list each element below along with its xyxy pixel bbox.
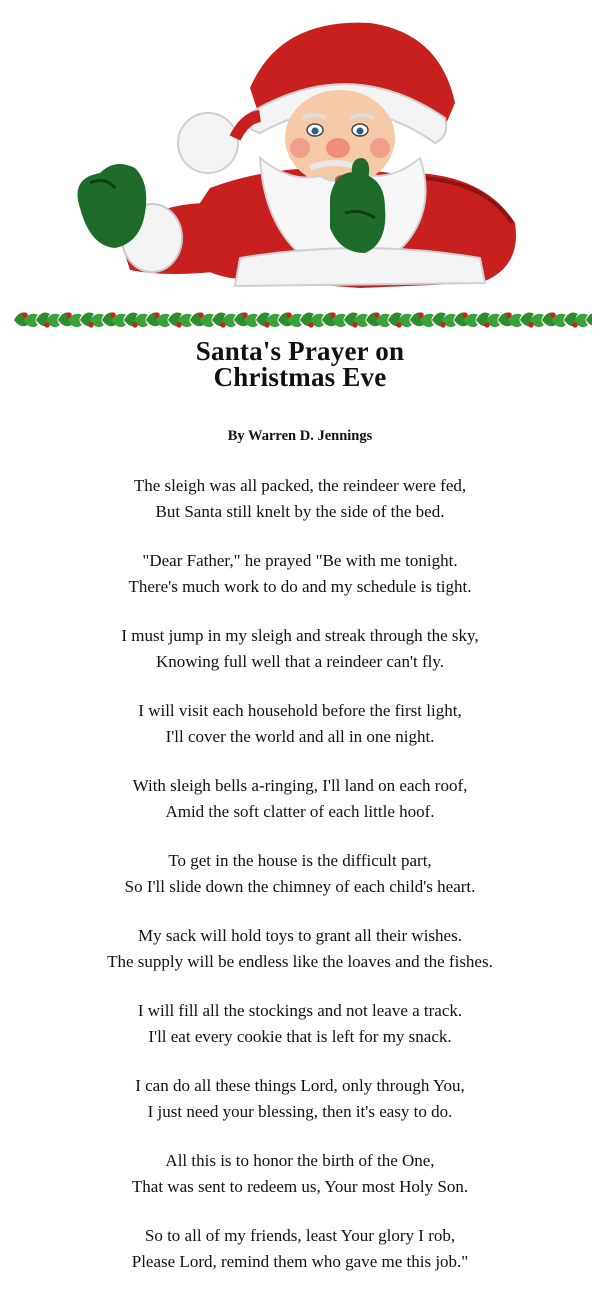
poem-line: But Santa still knelt by the side of the bed.: [155, 502, 445, 521]
holly-berry: [154, 312, 159, 317]
poem-line: I will visit each household before the first light,: [138, 701, 462, 720]
holly-berry: [88, 322, 93, 327]
poem-line: The sleigh was all packed, the reindeer were fed,: [133, 476, 467, 495]
poem-line: I will fill all the stockings and not leave a track.: [137, 1001, 463, 1020]
holly-berry: [440, 322, 445, 327]
poem-line: The supply will be endless like the loaves and the fishes.: [107, 952, 493, 971]
poem-line: With sleigh bells a-ringing, I'll land on each roof,: [132, 776, 468, 795]
poem-line: "Dear Father," he prayed "Be with me tonight.: [142, 551, 458, 570]
stanza: [0, 998, 600, 1073]
poem-line: So to all of my friends, least Your glory I rob,: [144, 1226, 456, 1245]
stanza: [0, 548, 600, 623]
holly-berry: [352, 322, 357, 327]
title-line-2: Christmas Eve: [213, 362, 387, 392]
holly-berry: [264, 322, 269, 327]
poem-line: I'll eat every cookie that is left for my snack.: [148, 1027, 452, 1046]
holly-berry: [66, 312, 71, 317]
poem-line: I must jump in my sleigh and streak through the sky,: [121, 626, 479, 645]
poem-line: I'll cover the world and all in one night.: [165, 727, 435, 746]
author-byline: By Warren D. Jennings: [227, 428, 373, 444]
santa-illustration: [60, 8, 530, 298]
poem-line: My sack will hold toys to grant all their wishes.: [138, 926, 462, 945]
holly-garland: [8, 303, 592, 337]
holly-berry: [550, 312, 555, 317]
poem-line: There's much work to do and my schedule is tight.: [128, 577, 472, 596]
stanza: [0, 1073, 600, 1148]
poem-title: [0, 338, 600, 390]
stanza: [0, 923, 600, 998]
stanza: [0, 773, 600, 848]
poem-line: Knowing full well that a reindeer can't fly.: [155, 652, 445, 671]
holly-berry: [506, 312, 511, 317]
stanza: [0, 1148, 600, 1223]
poem-line: I can do all these things Lord, only through You,: [135, 1076, 465, 1095]
holly-berry: [374, 312, 379, 317]
poem-line: So I'll slide down the chimney of each child's heart.: [124, 877, 476, 896]
holly-berry: [462, 312, 467, 317]
holly-berry: [286, 312, 291, 317]
holly-berry: [132, 322, 137, 327]
poem-line: That was sent to redeem us, Your most Holy Son.: [131, 1177, 469, 1196]
title-line-1: Santa's Prayer on: [195, 336, 405, 366]
holly-berry: [110, 312, 115, 317]
stanza: [0, 1223, 600, 1298]
poem-line: To get in the house is the difficult part,: [168, 851, 432, 870]
stanza: [0, 848, 600, 923]
holly-berry: [418, 312, 423, 317]
holly-berry: [22, 312, 27, 317]
poem-body: [0, 473, 600, 1298]
poem-line: Please Lord, remind them who gave me this job.": [131, 1252, 469, 1271]
holly-berry: [220, 322, 225, 327]
holly-berry: [308, 322, 313, 327]
stanza: [0, 698, 600, 773]
poem-line: Amid the soft clatter of each little hoof.: [165, 802, 435, 821]
holly-berry: [330, 312, 335, 317]
holly-berry: [572, 322, 577, 327]
stanza: [0, 473, 600, 548]
poem-line: All this is to honor the birth of the One,: [165, 1151, 435, 1170]
poem-line: I just need your blessing, then it's easy to do.: [147, 1102, 453, 1121]
holly-berry: [484, 322, 489, 327]
holly-berry: [198, 312, 203, 317]
holly-berry: [242, 312, 247, 317]
holly-berry: [44, 322, 49, 327]
holly-berry: [528, 322, 533, 327]
holly-berry: [396, 322, 401, 327]
holly-berry: [176, 322, 181, 327]
stanza: [0, 623, 600, 698]
